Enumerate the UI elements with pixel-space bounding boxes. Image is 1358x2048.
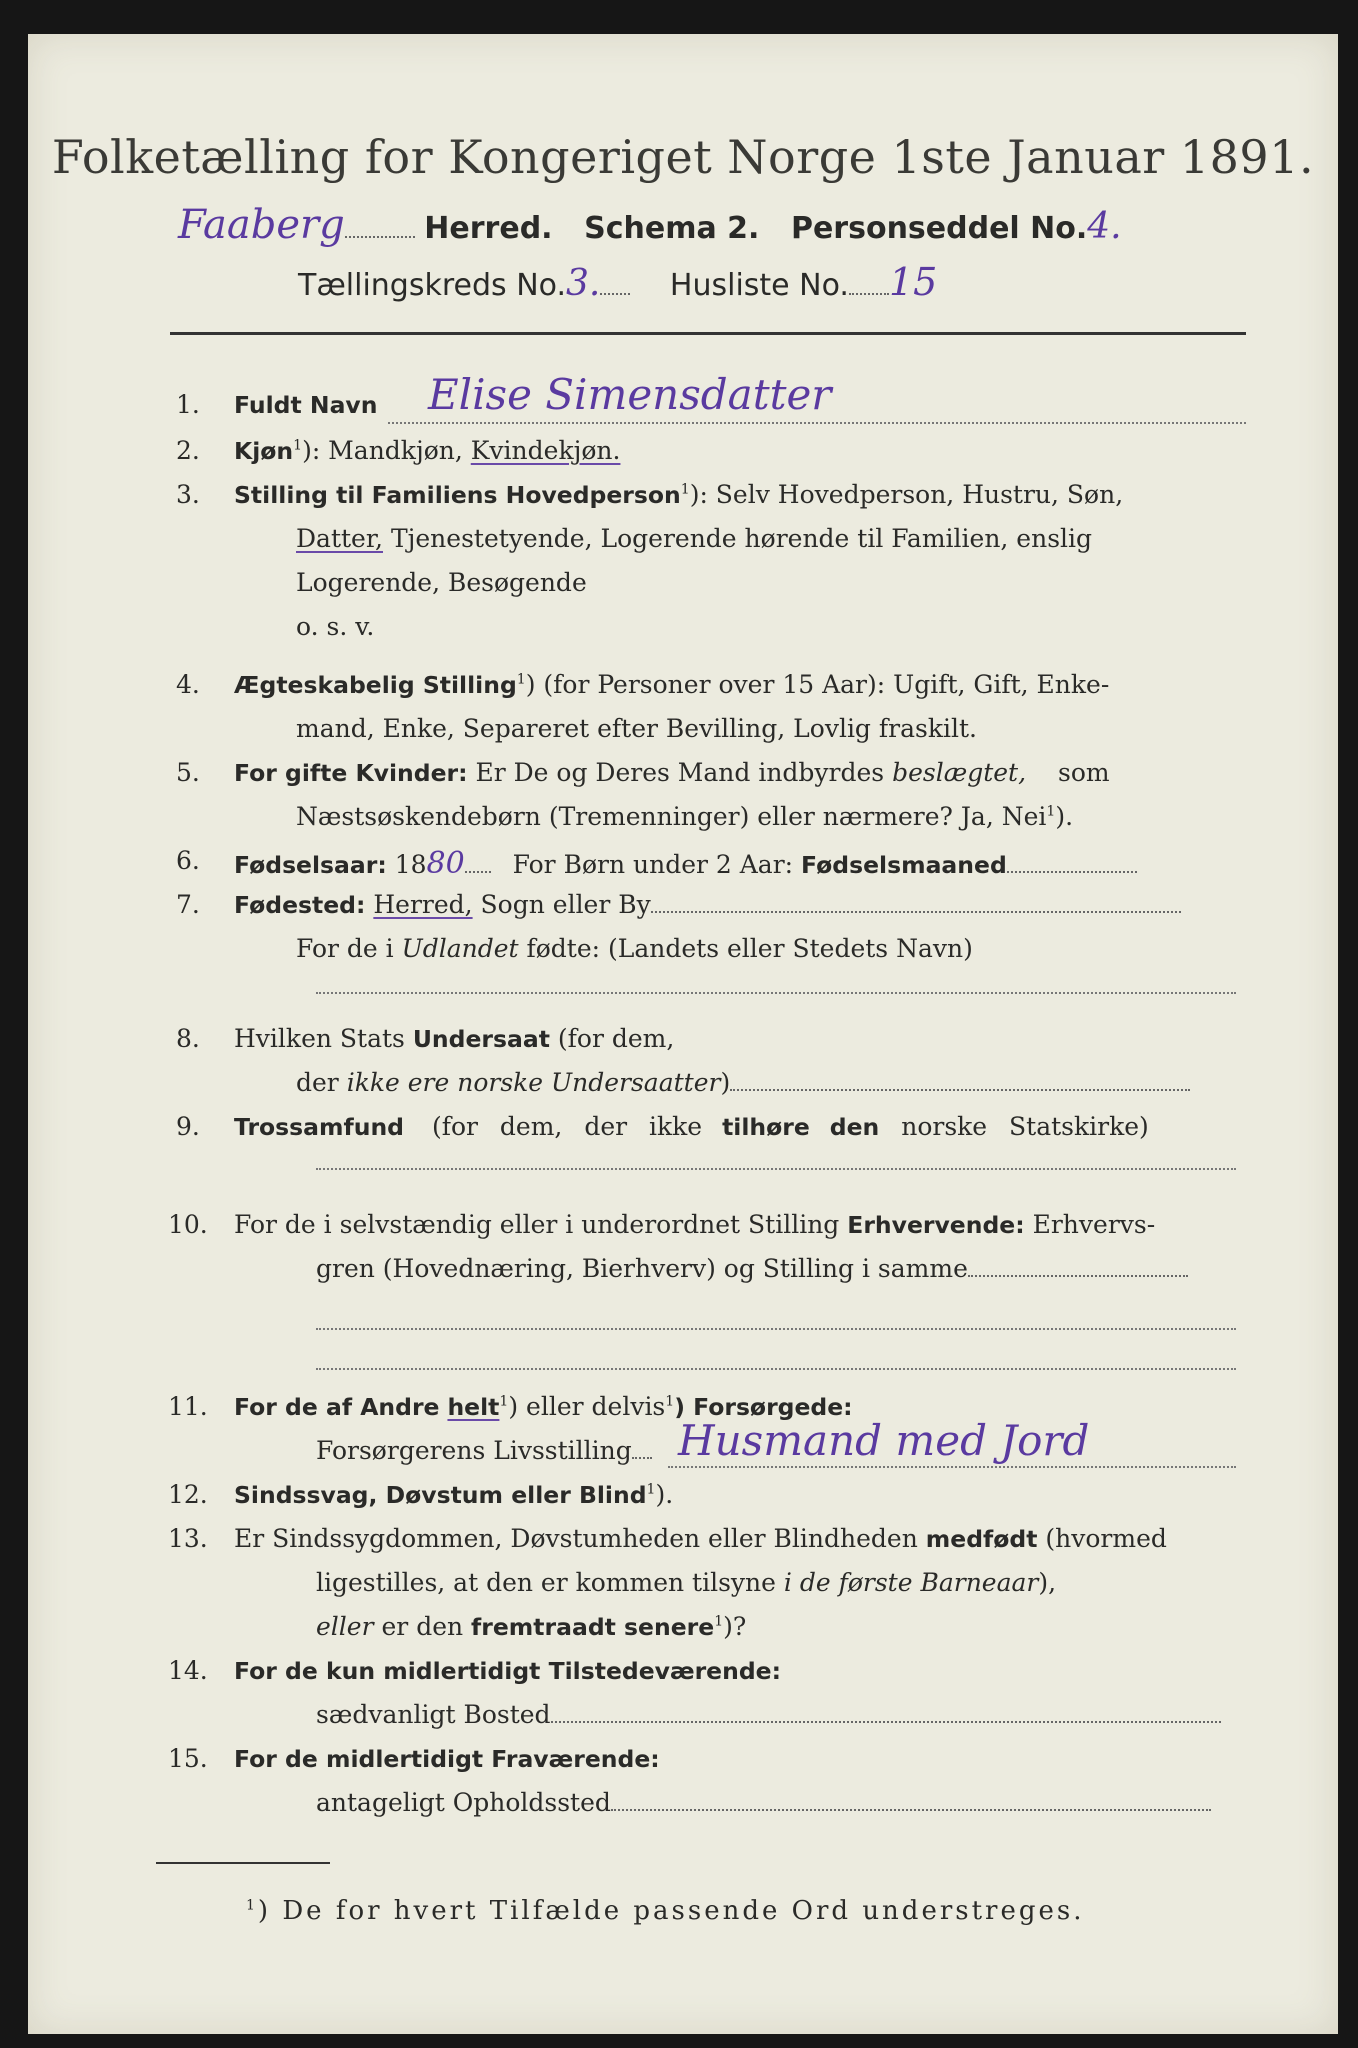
q2-kjon: Kjøn$^1$): Mandkjøn, Kvindekjøn. [234, 436, 621, 465]
q5-line2: Næstsøskendebørn (Tremenninger) eller nærmere? Ja, Nei$^1$). [296, 802, 1074, 831]
q10-line2: gren (Hovednæring, Bierhverv) og Stilling i samme [316, 1254, 1188, 1283]
q14-tilstedevaerende: For de kun midlertidigt Tilstedeværende: [234, 1657, 781, 1685]
q13-line2: ligestilles, at den er kommen tilsyne i de første Barneaar), [316, 1568, 1057, 1597]
q6-year-value: 80 [426, 846, 465, 881]
q13-number: 13. [168, 1524, 208, 1553]
q4-aegteskab: Ægteskabelig Stilling$^1$) (for Personer over 15 Aar): Ugift, Gift, Enke- [234, 670, 1110, 699]
q6-number: 6. [176, 846, 200, 875]
q8-line2: der ikke ere norske Undersaatter) [296, 1068, 1190, 1097]
q7-selected: Herred, [373, 890, 473, 919]
husliste-label: Husliste No. [669, 268, 849, 303]
q7-number: 7. [176, 890, 200, 919]
taellingskreds-value: 3. [566, 263, 601, 304]
q13-medfodt: Er Sindssygdommen, Døvstumheden eller Blindheden medfødt (hvormed [234, 1524, 1167, 1553]
q6-fodselsaar: Fødselsaar: 1880 For Børn under 2 Aar: Fødselsmaaned [234, 846, 1137, 881]
form-title: Folketælling for Kongeriget Norge 1ste Januar 1891. [51, 130, 1315, 184]
footnote-divider [156, 1862, 330, 1864]
q2-number: 2. [176, 436, 200, 465]
q13-line3: eller er den fremtraadt senere$^1$)? [316, 1612, 747, 1641]
q15-line2: antageligt Opholdssted [316, 1788, 1211, 1817]
husliste-value: 15 [888, 260, 938, 304]
q3-stilling: Stilling til Familiens Hovedperson$^1$): Selv Hovedperson, Hustru, Søn, [234, 480, 1124, 509]
q12-number: 12. [168, 1480, 208, 1509]
q14-number: 14. [168, 1656, 208, 1685]
schema-label: Schema 2. [584, 211, 760, 246]
q1-name-value: Elise Simensdatter [428, 370, 832, 419]
q3-number: 3. [176, 480, 200, 509]
q10-number: 10. [168, 1210, 208, 1239]
q5-number: 5. [176, 758, 200, 787]
header-row-2 [298, 260, 937, 304]
q4-line2: mand, Enke, Separeret efter Bevilling, Lovlig fraskilt. [296, 714, 977, 743]
q9-number: 9. [176, 1112, 200, 1141]
q15-number: 15. [168, 1744, 208, 1773]
q5-gifte-kvinder: For gifte Kvinder: Er De og Deres Mand indbyrdes beslægtet, som [234, 758, 1110, 787]
census-form-page [28, 34, 1338, 2034]
herred-label: Herred. [424, 211, 553, 246]
q1-number: 1. [176, 390, 200, 419]
q3-selected: Datter, [296, 524, 383, 553]
header-row-1 [178, 202, 1122, 248]
q8-number: 8. [176, 1024, 200, 1053]
q3-line4: o. s. v. [296, 612, 375, 641]
herred-value: Faaberg [178, 202, 345, 248]
q8-undersaat: Hvilken Stats Undersaat (for dem, [234, 1024, 675, 1053]
q7-fodested: Fødested: Herred, Sogn eller By [234, 890, 1181, 919]
q9-trossamfund: Trossamfund (for dem, der ikke tilhøre den norske Statskirke) [234, 1112, 1149, 1141]
q3-line2: Datter, Tjenestetyende, Logerende hørende til Familien, enslig [296, 524, 1093, 553]
personseddel-value: 4. [1087, 206, 1122, 247]
personseddel-label: Personseddel No. [790, 211, 1088, 246]
footnote: $^1$) De for hvert Tilfælde passende Ord understreges. [246, 1896, 1085, 1926]
q2-selected: Kvindekjøn. [470, 436, 621, 465]
q11-livsstilling-value: Husmand med Jord [678, 1416, 1090, 1465]
taellingskreds-label: Tællingskreds No. [298, 268, 566, 303]
q1-fuldt-navn: Fuldt Navn [234, 391, 378, 419]
q11-number: 11. [168, 1392, 208, 1421]
q12-sindssvag: Sindssvag, Døvstum eller Blind$^1$). [234, 1480, 674, 1509]
q11-forsorgede: For de af Andre helt$^1$) eller delvis$^1$) Forsørgede: [234, 1392, 853, 1421]
q15-fravaerende: For de midlertidigt Fraværende: [234, 1745, 660, 1773]
q11-line2: Forsørgerens Livsstilling [316, 1436, 652, 1465]
header-divider [170, 332, 1246, 335]
q14-line2: sædvanligt Bosted [316, 1700, 1221, 1729]
q10-erhverv: For de i selvstændig eller i underordnet Stilling Erhvervende: Erhvervs- [234, 1210, 1156, 1239]
q3-line3: Logerende, Besøgende [296, 568, 587, 597]
q7-line2: For de i Udlandet fødte: (Landets eller Stedets Navn) [296, 934, 973, 963]
q4-number: 4. [176, 670, 200, 699]
